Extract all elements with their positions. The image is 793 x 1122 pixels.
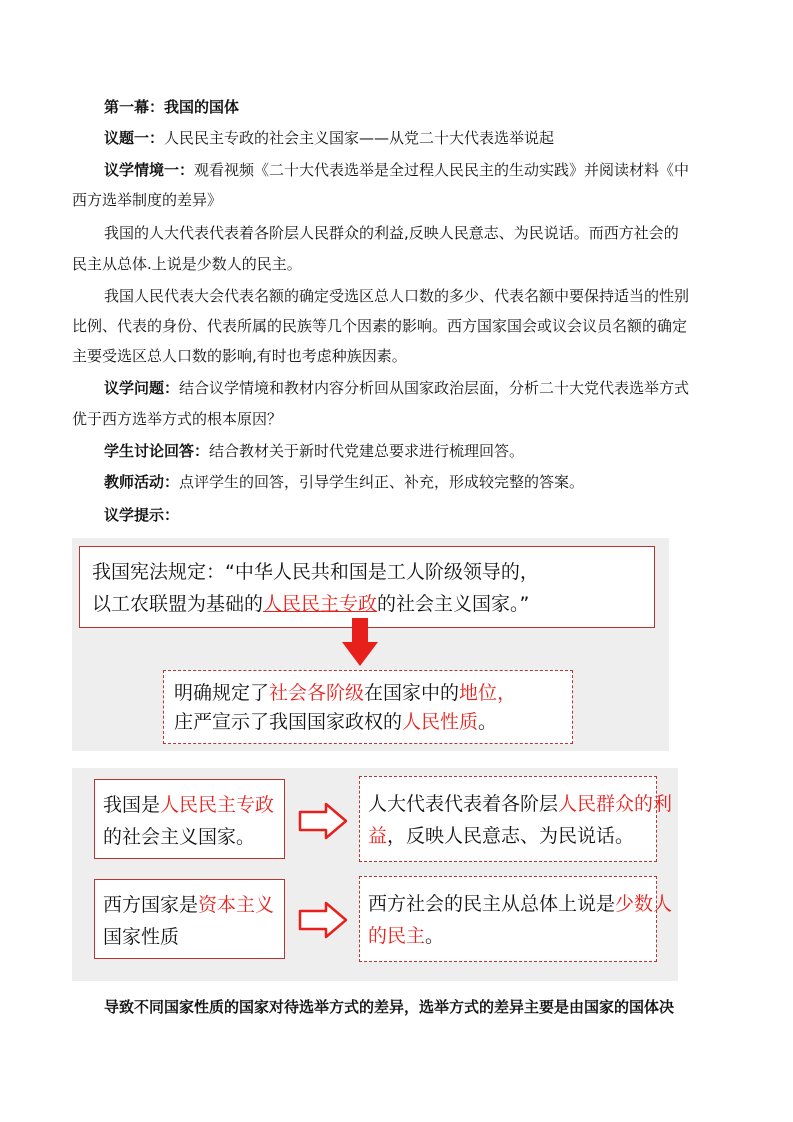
paragraph1-line-2: 民主从总体.上说是少数人的民主。 <box>72 255 302 273</box>
result-text: 庄严宣示了我国国家政权的 <box>174 711 403 733</box>
constitution-result-box <box>163 670 573 744</box>
quote-line-1: 我国宪法规定：“中华人民共和国是工人阶级领导的， <box>92 561 539 583</box>
box-text: ，反映人民意志、为民说话。 <box>387 825 635 847</box>
west-democracy-line-1 <box>368 891 672 917</box>
quote-text: 以工农联盟为基础的 <box>92 593 264 615</box>
paragraph2-line-3: 主要受选区总人口数的影响,有时也考虑种族因素。 <box>72 347 407 365</box>
west-nature-box <box>94 879 285 959</box>
box-text: 西方社会的民主从总体上说是 <box>368 893 616 915</box>
right-arrow-icon <box>298 802 348 840</box>
china-nature-line-2: 的社会主义国家。 <box>103 826 256 848</box>
box-highlight: 资本主义 <box>198 894 275 916</box>
result-punct: ， <box>497 682 517 704</box>
box-highlight: 少数人 <box>615 893 673 915</box>
quote-line-2 <box>92 591 529 617</box>
constitution-quote-box <box>79 546 655 628</box>
student-label: 学生讨论回答： <box>104 442 210 460</box>
result-punct: 。 <box>478 711 498 733</box>
student-line <box>104 441 524 461</box>
china-nature-box <box>94 779 285 859</box>
west-nature-line-1 <box>103 892 274 918</box>
result-highlight: 人民性质 <box>402 711 479 733</box>
result-text: 在国家中的 <box>364 682 460 704</box>
teacher-line <box>104 472 584 492</box>
hint-label: 议学提示： <box>104 506 180 524</box>
quote-text-end: 的社会主义国家。” <box>377 593 530 615</box>
question-line-1 <box>104 378 689 398</box>
situation-line-2: 西方选举制度的差异》 <box>72 191 223 209</box>
result-line-1 <box>174 680 516 706</box>
question-text-1: 结合议学情境和教材内容分析回从国家政治层面，分析二十大党代表选举方式 <box>179 379 690 397</box>
topic-line <box>104 128 554 148</box>
box-highlight: 人民群众的利 <box>558 793 673 815</box>
china-democracy-line-1 <box>368 791 672 817</box>
box-text: 我国是 <box>103 794 161 816</box>
west-democracy-box <box>359 876 673 962</box>
box-highlight: 人民民主专政 <box>160 794 275 816</box>
teacher-label: 教师活动： <box>104 473 180 491</box>
conclusion-line: 导致不同国家性质的国家对待选举方式的差异，选举方式的差异主要是由国家的国体决 <box>104 998 675 1016</box>
situation-text-1: 观看视频《二十大代表选举是全过程人民民主的生动实践》并阅读材料《中 <box>194 161 690 179</box>
act-title: 第一幕：我国的国体 <box>104 98 240 116</box>
box-highlight: 的民主 <box>368 925 426 947</box>
result-highlight: 社会各阶级 <box>269 682 365 704</box>
china-democracy-box <box>359 776 673 862</box>
constitution-figure <box>72 538 669 751</box>
paragraph2-line-2: 比例、代表的身份、代表所属的民族等几个因素的影响。西方国家国会或议会议员名额的确定 <box>72 317 688 335</box>
teacher-text: 点评学生的回答，引导学生纠正、补充，形成较完整的答案。 <box>179 473 585 491</box>
box-text: 人大代表代表着各阶层 <box>368 793 559 815</box>
west-democracy-line-2 <box>368 923 444 949</box>
question-label: 议学问题： <box>104 379 180 397</box>
comparison-figure <box>72 768 678 981</box>
situation-line-1 <box>104 160 689 180</box>
right-arrow-icon <box>298 901 348 939</box>
paragraph2-line-1: 我国人民代表大会代表名额的确定受选区总人口数的多少、代表名额中要保持适当的性别 <box>104 287 690 305</box>
situation-label: 议学情境一： <box>104 161 195 179</box>
quote-highlight: 人民民主专政 <box>263 593 378 615</box>
china-democracy-line-2 <box>368 823 634 849</box>
topic-label: 议题一： <box>104 129 165 147</box>
student-text: 结合教材关于新时代党建总要求进行梳理回答。 <box>209 442 525 460</box>
question-line-2: 优于西方选举方式的根本原因？ <box>72 410 283 428</box>
result-line-2 <box>174 709 497 735</box>
box-highlight: 益 <box>368 825 388 847</box>
down-arrow-icon <box>340 618 380 668</box>
result-text: 明确规定了 <box>174 682 270 704</box>
topic-text: 人民民主专政的社会主义国家——从党二十大代表选举说起 <box>164 129 555 147</box>
result-highlight: 地位 <box>459 682 498 704</box>
paragraph1-line-1: 我国的人大代表代表着各阶层人民群众的利益,反映人民意志、为民说话。而西方社会的 <box>104 224 679 242</box>
china-nature-line-1 <box>103 792 274 818</box>
box-text: 西方国家是 <box>103 894 199 916</box>
box-text: 。 <box>425 925 445 947</box>
west-nature-line-2: 国家性质 <box>103 926 180 948</box>
